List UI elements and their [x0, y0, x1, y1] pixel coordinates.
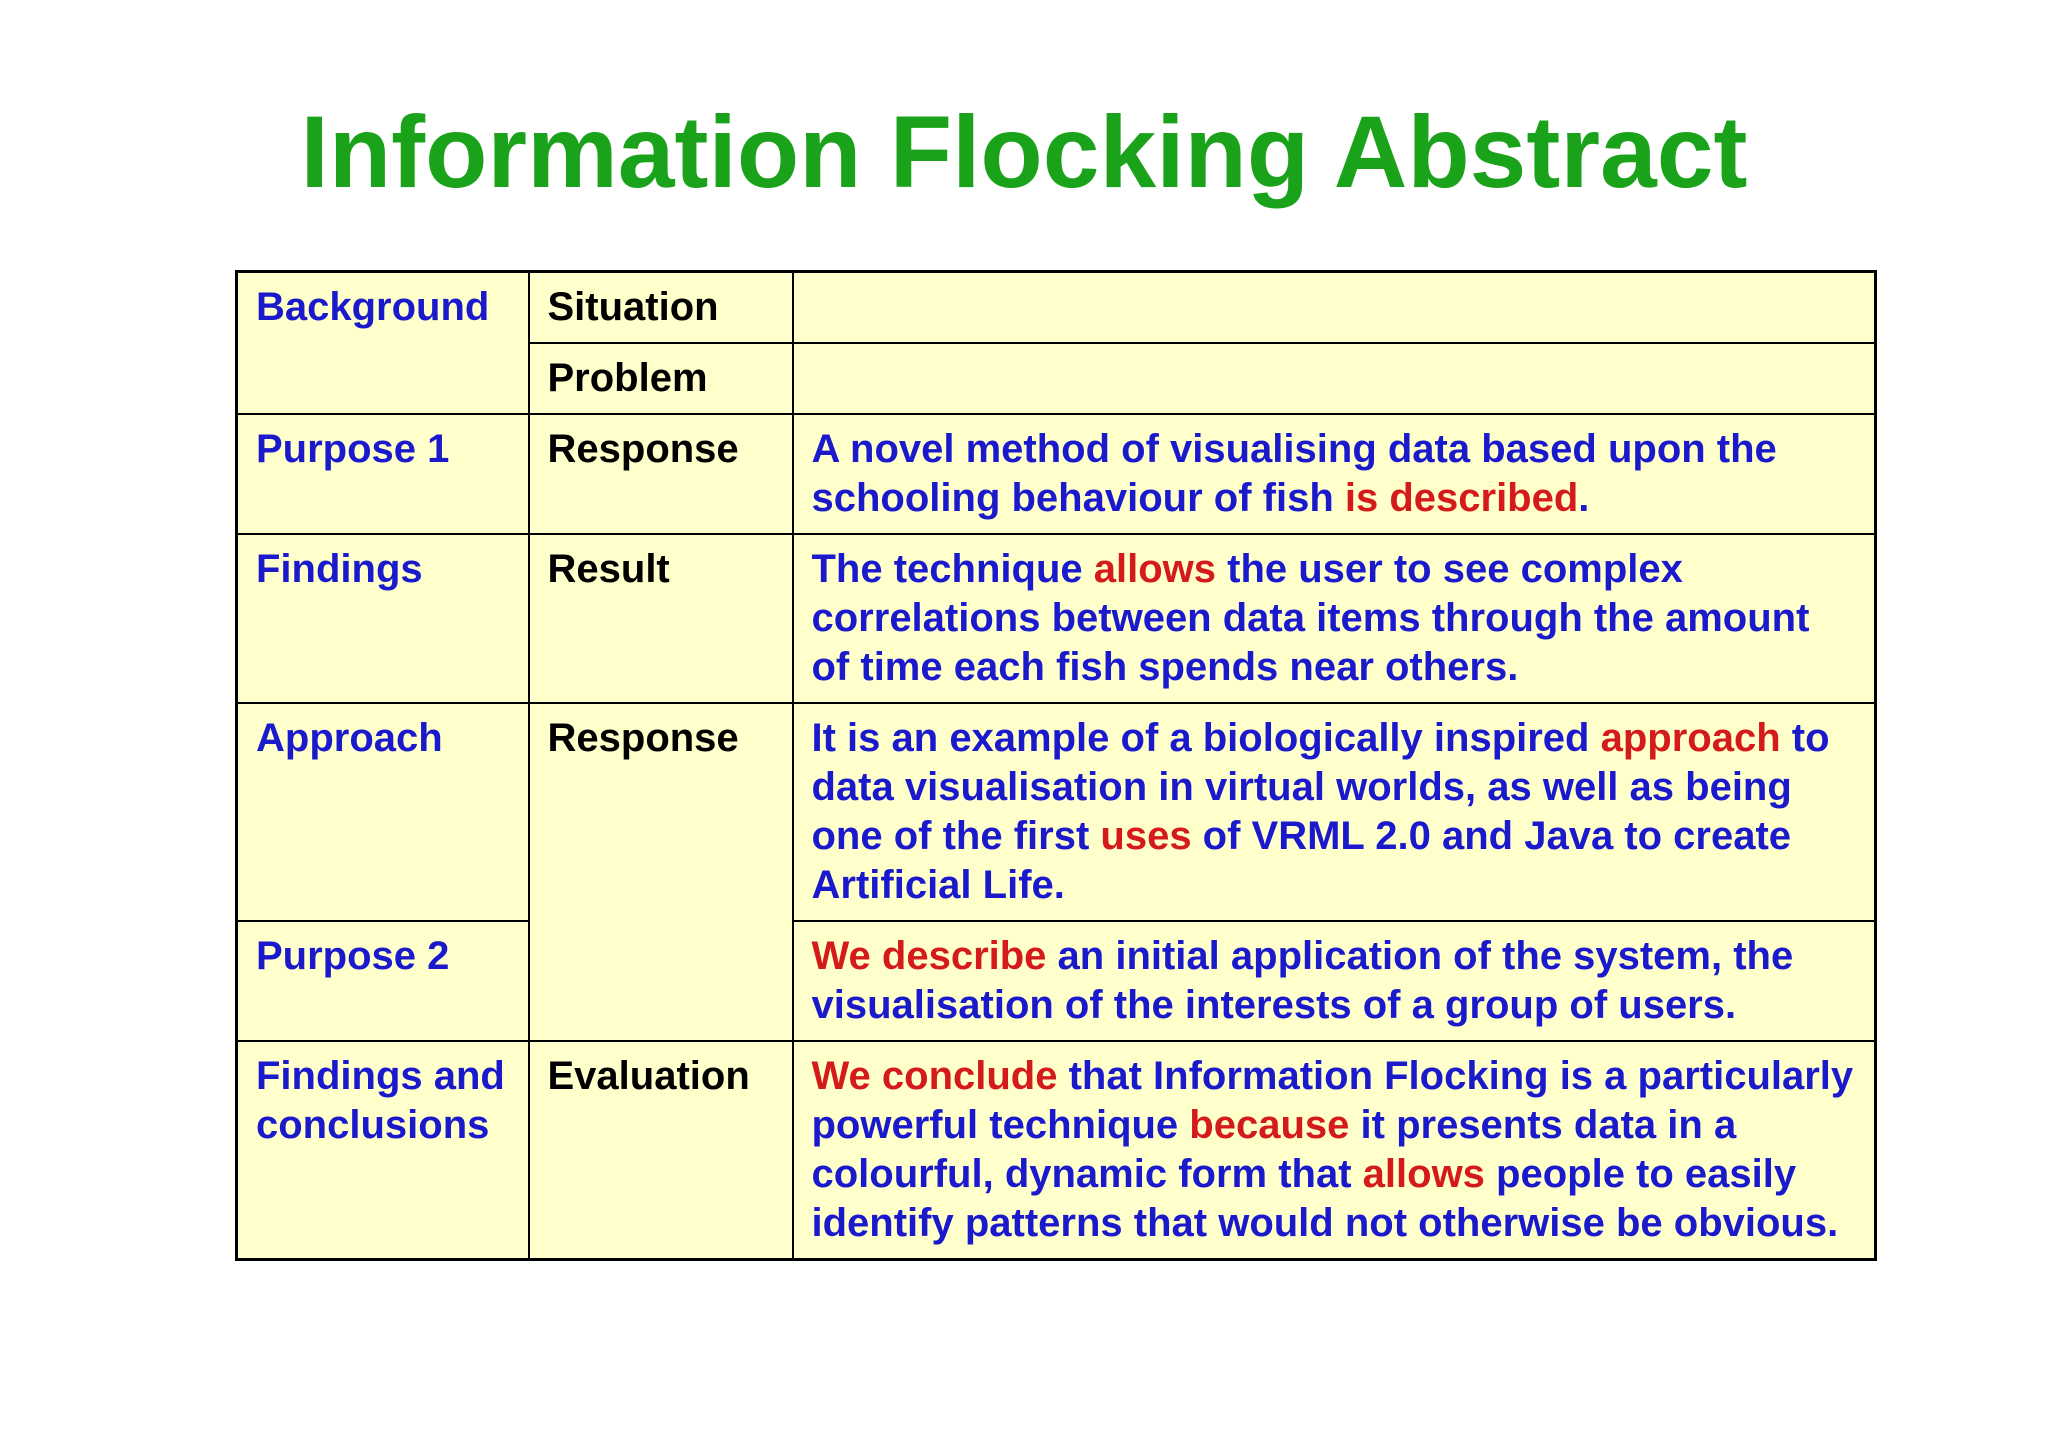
table-row [237, 534, 1876, 703]
text-segment: that Information Flocking is a particularly powerful technique [811, 1054, 1854, 1147]
row-label-findings-and-conclusions: Findings and conclusions [237, 1041, 529, 1260]
slide-title: Information Flocking Abstract [300, 95, 1748, 209]
row-label-purpose-1: Purpose 1 [237, 414, 529, 534]
text-segment: It is an example of a biologically inspired [811, 716, 1601, 760]
text-segment: The technique [811, 547, 1094, 591]
highlight-phrase: allows [1362, 1152, 1485, 1196]
highlight-phrase: allows [1093, 547, 1217, 591]
row-text-situation [793, 272, 1876, 344]
row-type-problem: Problem [529, 343, 793, 414]
text-segment: it presents data in a colourful, dynamic form that [811, 1103, 1737, 1196]
row-label-purpose-2: Purpose 2 [237, 921, 529, 1041]
row-type-response: Response [529, 703, 793, 1041]
table-row [237, 414, 1876, 534]
text-segment: of VRML 2.0 and Java to create Artificial Life. [811, 814, 1792, 907]
abstract-table [235, 270, 1877, 1261]
highlight-phrase: because [1189, 1103, 1350, 1147]
row-type-response: Response [529, 414, 793, 534]
row-label-findings: Findings [237, 534, 529, 703]
table-row [237, 921, 1876, 1041]
table-row [237, 1041, 1876, 1260]
highlight-phrase: uses [1100, 814, 1192, 858]
highlight-phrase: We describe [811, 934, 1047, 978]
row-label-approach: Approach [237, 703, 529, 921]
text-segment: the user to see complex correlations between data items through the amount of time each fish spends near others. [811, 547, 1810, 689]
row-type-result: Result [529, 534, 793, 703]
table-row [237, 703, 1876, 921]
text-segment: to data visualisation in virtual worlds, as well as being one of the first [811, 716, 1830, 858]
text-segment: people to easily identify patterns that would not otherwise be obvious. [811, 1152, 1839, 1245]
highlight-phrase: We conclude [811, 1054, 1058, 1098]
highlight-phrase: approach [1600, 716, 1781, 760]
table-row [237, 272, 1876, 344]
row-text-findings [793, 534, 1876, 703]
row-type-situation: Situation [529, 272, 793, 344]
row-label-background: Background [237, 272, 529, 415]
highlight-phrase: is described [1344, 476, 1579, 520]
row-text-purpose-2 [793, 921, 1876, 1041]
text-segment: . [1578, 476, 1590, 520]
text-segment: an initial application of the system, the visualisation of the interests of a group of users. [811, 934, 1794, 1027]
row-text-purpose-1 [793, 414, 1876, 534]
row-text-problem [793, 343, 1876, 414]
row-type-evaluation: Evaluation [529, 1041, 793, 1260]
row-text-approach [793, 703, 1876, 921]
row-text-findings-and-conclusions [793, 1041, 1876, 1260]
text-segment: A novel method of visualising data based upon the schooling behaviour of fish [811, 427, 1777, 520]
